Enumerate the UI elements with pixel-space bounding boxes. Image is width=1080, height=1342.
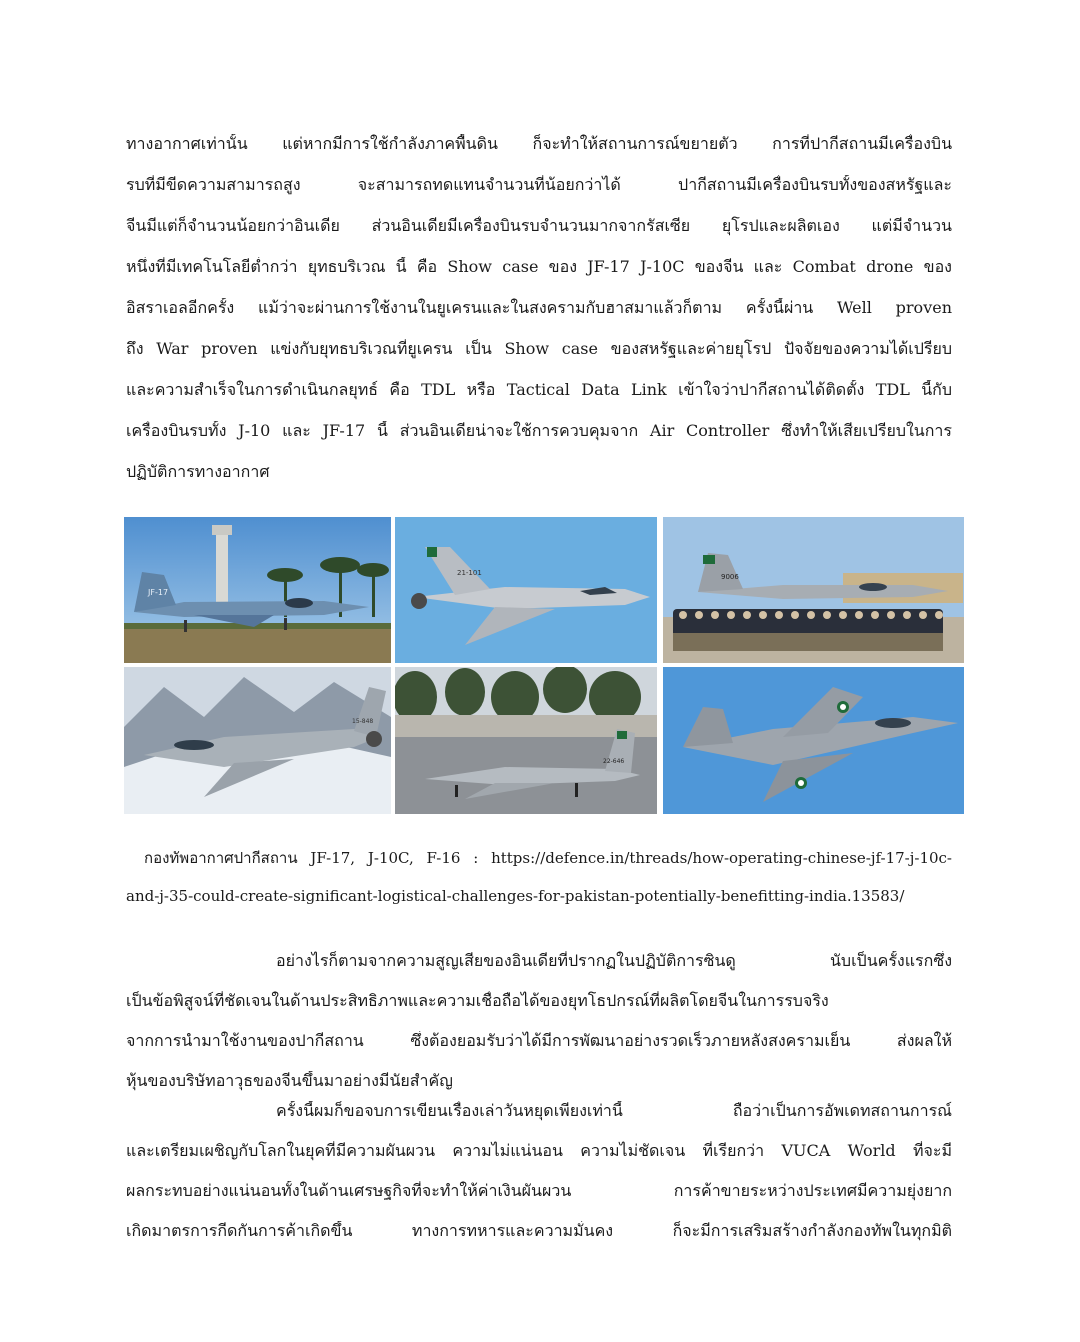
photo-jf17b-mountain: [124, 667, 391, 814]
paragraph-line: จีนมีแต่ก็จำนวนน้อยกว่าอินเดีย ส่วนอินเดียมีเครื่องบินรบจำนวนมากจากรัสเซีย ยุโรปและผลิตเอง แต่มีจำนวน: [126, 216, 952, 235]
photo-f16-flight: [663, 667, 964, 814]
photo-f16-group: [663, 517, 964, 663]
paragraph-line: อิสราเอลอีกครั้ง แม้ว่าจะผ่านการใช้งานในยูเครนและในสงครามกับฮาสมาแล้วก็ตาม ครั้งนี้ผ่าน Well proven: [126, 298, 952, 317]
tail-number-label: 9006: [721, 573, 739, 581]
paragraph-1: [126, 134, 952, 503]
photo-jf17-runway: [124, 517, 391, 663]
paragraph-line: และความสำเร็จในการดำเนินกลยุทธ์ คือ TDL หรือ Tactical Data Link เข้าใจว่าปากีสถานได้ติดตั้ง TDL นี้กับ: [126, 380, 952, 399]
photo-j10c-tarmac: [395, 667, 657, 814]
paragraph-line: เครื่องบินรบทั้ง J-10 และ JF-17 นี้ ส่วนอินเดียน่าจะใช้การควบคุมจาก Air Controller ซึ่งทำให้เสียเปรียบในการ: [126, 421, 952, 440]
tail-number-label: 22-646: [603, 758, 625, 765]
tail-number-label: JF-17: [148, 588, 169, 597]
tail-number-label: 21-101: [457, 569, 482, 577]
photo-collage: [124, 517, 964, 814]
paragraph-2: [126, 951, 952, 1111]
paragraph-3: [126, 1101, 952, 1261]
paragraph-line: ถึง War proven แข่งกับยุทธบริเวณที่ยูเครน เป็น Show case ของสหรัฐและค่ายยุโรป ปัจจัยของความได้เปรียบ: [126, 339, 952, 358]
paragraph-line: เกิดมาตรการกีดกันการค้าเกิดขึ้น ทางการทหารและความมั่นคง ก็จะมีการเสริมสร้างกำลังกองทัพในทุกมิติ: [126, 1221, 952, 1240]
paragraph-line: ปฏิบัติการทางอากาศ: [126, 462, 270, 481]
paragraph-line: ผลกระทบอย่างแน่นอนทั้งในด้านเศรษฐกิจที่จะทำให้ค่าเงินผันผวน การค้าขายระหว่างประเทศมีความยุ่งยาก: [126, 1181, 952, 1200]
paragraph-line: รบที่มีขีดความสามารถสูง จะสามารถทดแทนจำนวนที่น้อยกว่าได้ ปากีสถานมีเครื่องบินรบทั้งของสหรัฐและ: [126, 175, 952, 194]
paragraph-line: เป็นข้อพิสูจน์ที่ชัดเจนในด้านประสิทธิภาพและความเชื่อถือได้ของยุทโธปกรณ์ที่ผลิตโดยจีนในการรบจริง: [126, 991, 829, 1010]
paragraph-line: ทางอากาศเท่านั้น แต่หากมีการใช้กำลังภาคพื้นดิน ก็จะทำให้สถานการณ์ขยายตัว การที่ปากีสถานมีเครื่องบิน: [126, 134, 952, 153]
figure-caption-url: and-j-35-could-create-significant-logistical-challenges-for-pakistan-potentially-benefitting-india.13583/: [126, 887, 905, 905]
paragraph-line: หนึ่งที่มีเทคโนโลยีต่ำกว่า ยุทธบริเวณ นี้ คือ Show case ของ JF-17 J-10C ของจีน และ Combat drone ของ: [126, 257, 952, 276]
paragraph-line: และเตรียมเผชิญกับโลกในยุคที่มีความผันผวน ความไม่แน่นอน ความไม่ชัดเจน ที่เรียกว่า VUCA World ที่จะมี: [126, 1141, 952, 1160]
photo-j10c-flight: [395, 517, 657, 663]
figure-caption: กองทัพอากาศปากีสถาน JF-17, J-10C, F-16 : https://defence.in/threads/how-operating-chinese-jf-17-j-10c-: [144, 849, 952, 867]
paragraph-line: อย่างไรก็ตามจากความสูญเสียของอินเดียที่ปรากฏในปฏิบัติการซินดู นับเป็นครั้งแรกซึ่ง: [276, 951, 952, 970]
paragraph-line: จากการนำมาใช้งานของปากีสถาน ซึ่งต้องยอมรับว่าได้มีการพัฒนาอย่างรวดเร็วภายหลังสงครามเย็น ส่งผลให้: [126, 1031, 952, 1050]
paragraph-line: ครั้งนี้ผมก็ขอจบการเขียนเรื่องเล่าวันหยุดเพียงเท่านี้ ถือว่าเป็นการอัพเดทสถานการณ์: [276, 1101, 952, 1120]
tail-number-label: 15-848: [352, 718, 374, 725]
paragraph-line: หุ้นของบริษัทอาวุธของจีนขึ้นมาอย่างมีนัยสำคัญ: [126, 1071, 453, 1090]
